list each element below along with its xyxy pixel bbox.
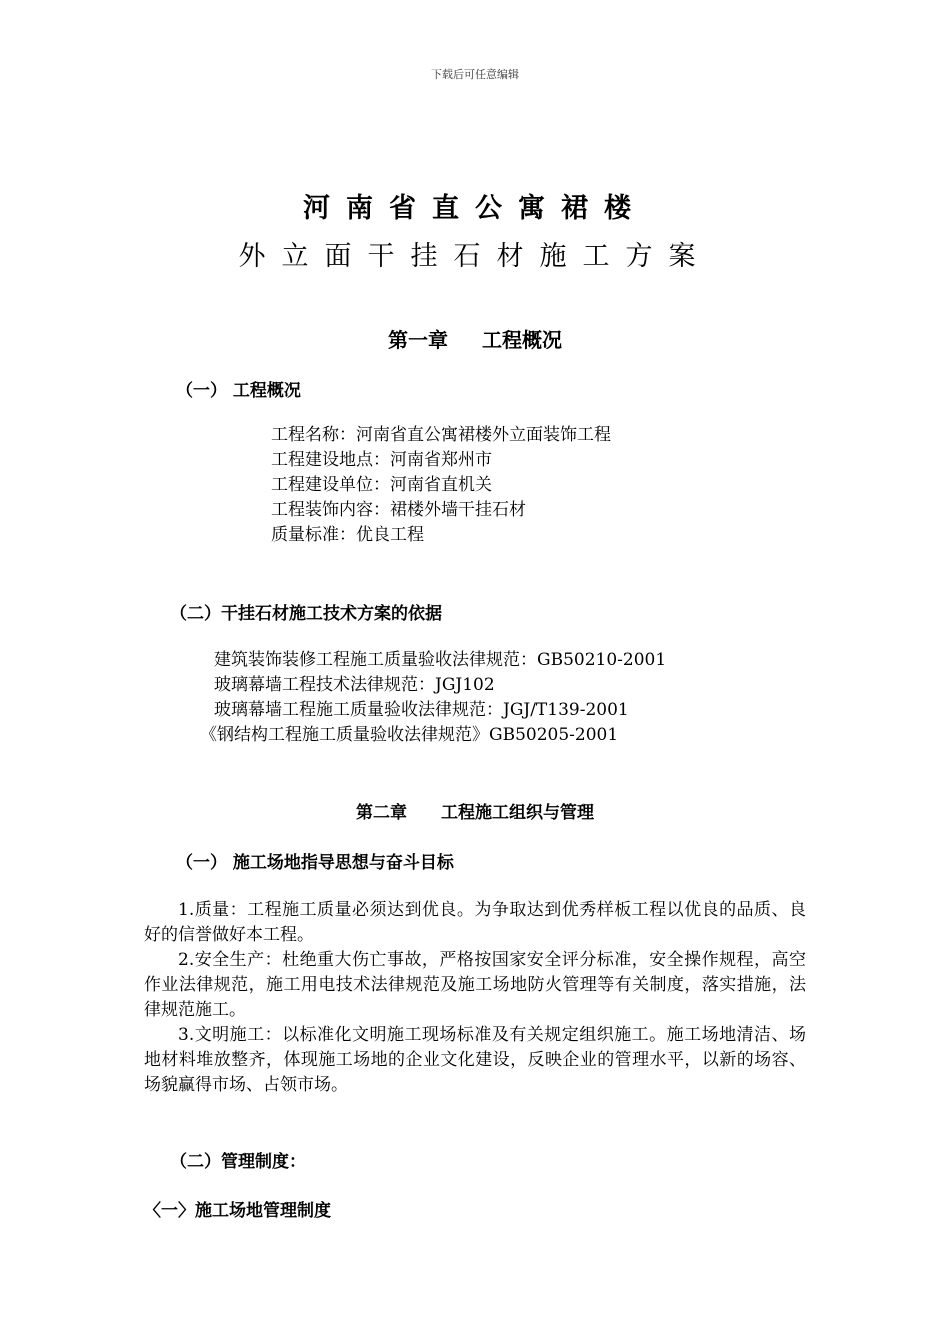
chapter1-name: 工程概况 (482, 328, 562, 352)
goals-paragraphs (144, 898, 806, 1098)
header-note: 下载后可任意编辑 (431, 68, 519, 81)
goal-paragraph: 2.安全生产：杜绝重大伤亡事故，严格按国家安全评分标准，安全操作规程，高空作业法律规范，施工用电技术法律规范及施工场地防火管理等有关制度，落实措施，法律规范施工。 (144, 950, 806, 1020)
chapter2-label: 第二章 (356, 803, 407, 823)
chapter2-heading (0, 798, 950, 823)
project-info-line: 工程名称：河南省直公寓裙楼外立面装饰工程 (271, 425, 611, 445)
document-title-line1: 河南省直公寓裙楼 (303, 193, 647, 224)
standard-line: 玻璃幕墙工程施工质量验收法律规范：JGJ/T139-2001 (214, 700, 629, 720)
chapter1-heading (0, 324, 950, 353)
standard-line: 建筑装饰装修工程施工质量验收法律规范：GB50210-2001 (214, 650, 667, 670)
section-heading: （一） 施工场地指导思想与奋斗目标 (176, 853, 454, 873)
standard-line: 《钢结构工程施工质量验收法律规范》GB50205-2001 (200, 725, 619, 745)
project-info-line: 工程装饰内容：裙楼外墙干挂石材 (271, 500, 526, 520)
standards-list (200, 648, 666, 748)
project-info-line: 工程建设地点：河南省郑州市 (271, 450, 492, 470)
goal-paragraph: 1.质量：工程施工质量必须达到优良。为争取达到优秀样板工程以优良的品质、良好的信誉做好本工程。 (144, 900, 806, 945)
project-info-list (271, 423, 611, 548)
section-heading: （二）管理制度： (170, 1152, 306, 1172)
subsection-heading: 〈一〉施工场地管理制度 (144, 1201, 331, 1221)
document-title-line2: 外立面干挂石材施工方案 (238, 241, 712, 272)
project-info-line: 工程建设单位：河南省直机关 (271, 475, 492, 495)
goal-paragraph: 3.文明施工：以标准化文明施工现场标准及有关规定组织施工。施工场地清洁、场地材料堆放整齐，体现施工场地的企业文化建设，反映企业的管理水平，以新的场容、场貌赢得市场、占领市场。 (144, 1025, 806, 1095)
section-heading: （二）干挂石材施工技术方案的依据 (170, 604, 442, 624)
project-info-line: 质量标准：优良工程 (271, 525, 424, 545)
chapter1-label: 第一章 (388, 328, 448, 352)
section-heading: （一） 工程概况 (176, 381, 301, 401)
standard-line: 玻璃幕墙工程技术法律规范：JGJ102 (214, 675, 495, 695)
chapter2-name: 工程施工组织与管理 (441, 803, 594, 823)
